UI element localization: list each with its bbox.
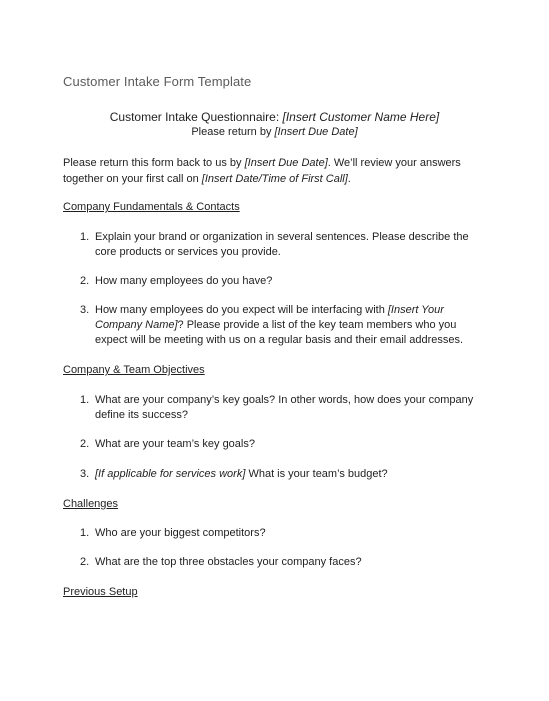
- list-item-number: 3.: [80, 304, 90, 316]
- questionnaire-title: [0, 110, 549, 125]
- list-item-text: [95, 303, 480, 348]
- list-item-text: [95, 467, 480, 482]
- list-item: [80, 467, 480, 482]
- list-item-text-pre: How many employees do you expect will be interfacing with: [95, 304, 388, 316]
- questionnaire-title-prefix: Customer Intake Questionnaire:: [109, 110, 283, 124]
- list-item: [80, 437, 480, 452]
- return-by-line: [0, 125, 549, 140]
- section-heading-challenges: Challenges: [63, 498, 119, 510]
- list-item-text-post: What is your team’s budget?: [245, 468, 388, 480]
- list-item: [80, 393, 480, 423]
- list-item-number: 2.: [80, 556, 90, 568]
- customer-name-placeholder: [Insert Customer Name Here]: [282, 110, 440, 124]
- list-item-number: 1.: [80, 231, 90, 243]
- services-work-placeholder: [If applicable for services work]: [95, 468, 246, 480]
- list-item-number: 2.: [80, 275, 90, 287]
- list-item-number: 2.: [80, 438, 90, 450]
- document-title: Customer Intake Form Template: [63, 74, 252, 89]
- list-item-text: Who are your biggest competitors?: [95, 527, 266, 539]
- list-item-text: How many employees do you have?: [95, 275, 273, 287]
- list-item: [80, 526, 480, 541]
- section-heading-previous-setup: Previous Setup: [63, 586, 138, 598]
- return-by-prefix: Please return by: [191, 126, 275, 138]
- list-item-text: What are your team’s key goals?: [95, 438, 255, 450]
- list-item-text-post: ? Please provide a list of the key team members who you expect will be meeting with us on a regular basis and their email addresses.: [95, 319, 464, 346]
- intro-first-call-placeholder: [Insert Date/Time of First Call]: [201, 173, 348, 185]
- list-item-number: 3.: [80, 468, 90, 480]
- company-name-placeholder: [Insert Your Company Name]: [95, 304, 444, 331]
- intro-text-2: . We’ll review your answers together on your first call on: [63, 157, 461, 185]
- section-heading-company-team-objectives: Company & Team Objectives: [63, 364, 205, 376]
- intro-due-date-placeholder: [Insert Due Date]: [244, 157, 328, 169]
- list-item-text: What are your company’s key goals? In other words, how does your company define its success?: [95, 394, 474, 421]
- list-item: [80, 303, 480, 348]
- intro-text-1: Please return this form back to us by: [63, 157, 245, 169]
- intro-text-3: .: [347, 173, 351, 185]
- section-heading-company-fundamentals: Company Fundamentals & Contacts: [63, 201, 240, 213]
- list-item: [80, 555, 480, 570]
- due-date-placeholder: [Insert Due Date]: [274, 126, 358, 138]
- intro-paragraph: [63, 155, 483, 187]
- list-item: [80, 230, 480, 260]
- list-item-number: 1.: [80, 394, 90, 406]
- list-item-text: Explain your brand or organization in several sentences. Please describe the core products or services you provide.: [95, 231, 469, 258]
- list-item-text: What are the top three obstacles your company faces?: [95, 556, 362, 568]
- list-item: [80, 274, 480, 289]
- list-item-number: 1.: [80, 527, 90, 539]
